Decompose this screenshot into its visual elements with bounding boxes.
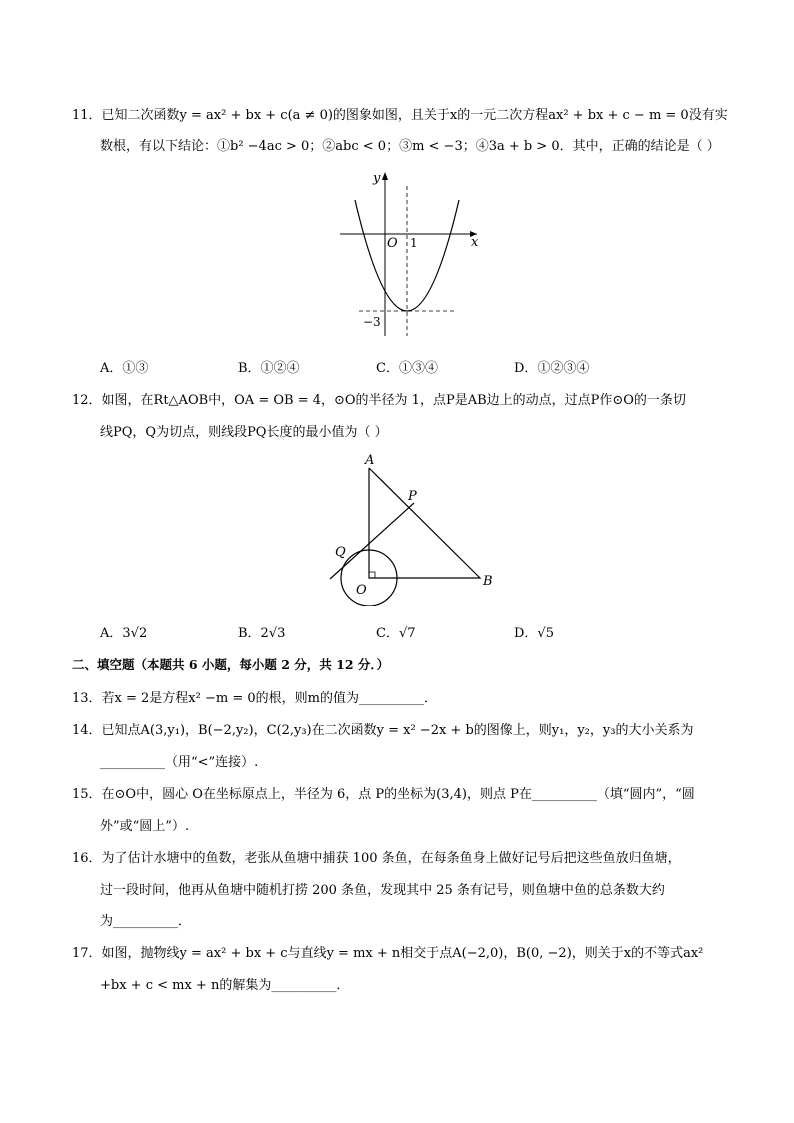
q12-triangle-figure (322, 448, 502, 606)
q12-option-c[interactable]: C．√7 (376, 626, 416, 641)
q15-text-line2: 外”或“圆上”）. (100, 819, 190, 834)
q11-text-line1: 11．已知二次函数y = ax² + bx + c(a ≠ 0)的图象如图，且关于x的一元二次方程ax² + bx + c − m = 0没有实 (72, 108, 728, 123)
section-2-heading: 二、填空题（本题共 6 小题，每小题 2 分，共 12 分．） (72, 657, 390, 672)
q11-tick-minus3: −3 (363, 315, 381, 329)
q12-options (100, 622, 652, 641)
q11-option-d[interactable]: D．①②③④ (514, 361, 590, 376)
q11-y-axis-label: y (373, 171, 381, 186)
q12-text-line1: 12．如图，在Rt△AOB中，OA = OB = 4，⊙O的半径为 1，点P是AB边上的动点，过点P作⊙O的一条切 (72, 393, 686, 408)
q14-text-line1: 14．已知点A(3,y₁)，B(−2,y₂)，C(2,y₃)在二次函数y = x² −2x + b的图像上，则y₁，y₂，y₃的大小关系为 (72, 723, 694, 738)
q12-label-q: Q (335, 545, 346, 560)
q12-label-b: B (483, 574, 493, 589)
q11-option-b[interactable]: B．①②④ (238, 361, 300, 376)
q12-option-d[interactable]: D．√5 (514, 626, 554, 641)
q12-label-p: P (408, 489, 417, 504)
q17-text-line1: 17．如图，抛物线y = ax² + bx + c与直线y = mx + n相交于点A(−2,0)，B(0, −2)，则关于x的不等式ax² (72, 946, 704, 961)
q12-option-a[interactable]: A．3√2 (100, 626, 148, 641)
q17-text-line2: +bx + c < mx + n的解集为__________． (100, 978, 350, 993)
q12-text-line2: 线PQ，Q为切点，则线段PQ长度的最小值为（ ） (100, 425, 388, 440)
q11-option-c[interactable]: C．①③④ (376, 361, 438, 376)
q11-parabola-graph (335, 168, 485, 340)
q11-text-line2: 数根，有以下结论：①b² −4ac > 0；②abc < 0；③m < −3；④3a + b > 0．其中，正确的结论是（ ） (100, 139, 720, 154)
q16-text-line2: 过一段时间，他再从鱼塘中随机打捞 200 条鱼，发现其中 25 条有记号，则鱼塘中鱼的总条数大约 (100, 883, 665, 898)
q11-tick-1: 1 (410, 236, 418, 250)
q11-origin-label: O (387, 236, 398, 251)
q12-label-a: A (365, 453, 375, 468)
q16-text-line1: 16．为了估计水塘中的鱼数，老张从鱼塘中捕获 100 条鱼，在每条鱼身上做好记号后把这些鱼放归鱼塘， (72, 851, 681, 866)
q16-text-line3: 为__________． (100, 914, 192, 929)
q12-label-o: O (356, 583, 367, 598)
q11-options (100, 357, 652, 376)
q12-option-b[interactable]: B．2√3 (238, 626, 286, 641)
q11-x-axis-label: x (471, 235, 479, 250)
q15-text-line1: 15．在⊙O中，圆心 O在坐标原点上，半径为 6，点 P的坐标为(3,4)，则点 P在__________（填“圆内”，“圆 (72, 787, 695, 802)
q13-text: 13．若x = 2是方程x² −m = 0的根，则m的值为__________． (72, 691, 437, 706)
q11-option-a[interactable]: A．①③ (100, 361, 149, 376)
q14-text-line2: __________（用“<”连接）. (100, 755, 259, 770)
